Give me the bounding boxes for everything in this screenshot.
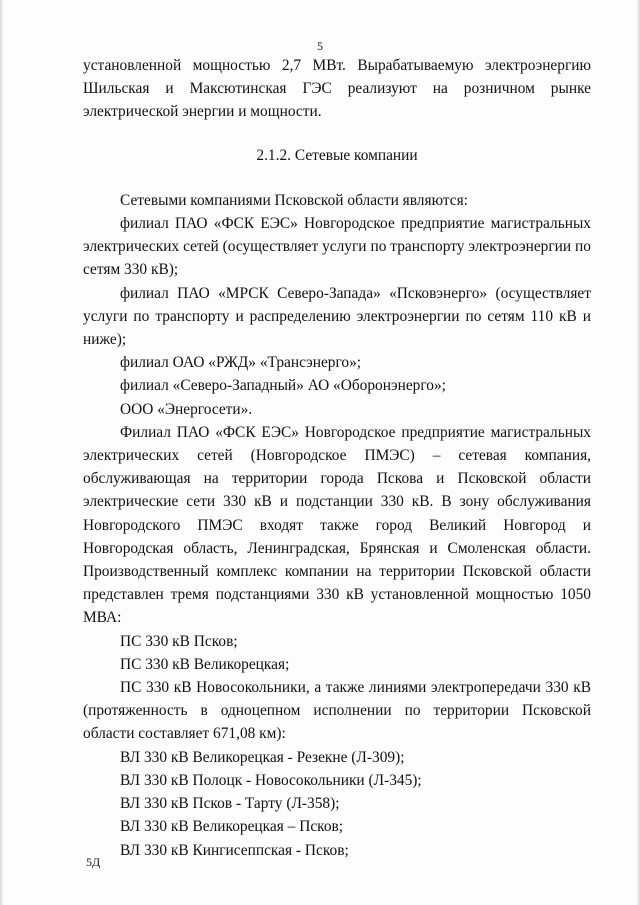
list-item: филиал ПАО «МРСК Северо-Запада» «Псковэнерго» (осуществляет услуги по транспорту и распределению электроэнергии по сетям 110 кВ и ниже); bbox=[83, 284, 591, 349]
list-item: филиал «Северо-Западный» АО «Оборонэнерго»; bbox=[120, 377, 446, 395]
list-item: ПС 330 кВ Псков; bbox=[120, 632, 238, 650]
page-number: 5 bbox=[317, 39, 323, 53]
list-item: ВЛ 330 кВ Полоцк - Новосокольники (Л-345); bbox=[120, 771, 422, 789]
list-item: ВЛ 330 кВ Псков - Тарту (Л-358); bbox=[120, 795, 340, 813]
list-item: филиал ПАО «ФСК ЕЭС» Новгородское предприятие магистральных электрических сетей (осуществляет услуги по транспорту электроэнергии по сетям 330 кВ); bbox=[83, 215, 591, 279]
scan-edge-left bbox=[0, 0, 3, 905]
paragraph-continuation: установленной мощностью 2,7 МВт. Вырабатываемую электроэнергию Шильская и Максютинская ГЭС реализуют на розничном рынке электрической энергии и мощности. bbox=[83, 57, 591, 121]
list-item: ВЛ 330 кВ Великорецкая – Псков; bbox=[120, 818, 344, 836]
paragraph-lines: ПС 330 кВ Новосокольники, а также линиями электропередачи 330 кВ (протяженность в одноцепном исполнении по территории Псковской области составляет 671,08 км): bbox=[83, 679, 591, 743]
list-item: ВЛ 330 кВ Кингисеппская - Псков; bbox=[120, 841, 349, 859]
footer-mark: 5Д bbox=[86, 855, 101, 869]
list-item: ПС 330 кВ Великорецкая; bbox=[120, 655, 290, 673]
paragraph-main: Филиал ПАО «ФСК ЕЭС» Новгородское предприятие магистральных электрических сетей (Новгородское ПМЭС) – сетевая компания, обслуживающая на территории города Пскова и Псковской области электрические сети 330 кВ и подстанции 330 кВ. В зону обслуживания Новгородского ПМЭС входят также город Великий Новгород и Новгородская область, Ленинградская, Брянская и Смоленская области. Производственный комплекс компании на территории Псковской области представлен тремя подстанциями 330 кВ установленной мощностью 1050 МВА: bbox=[83, 423, 591, 627]
paragraph-intro: Сетевыми компаниями Псковской области являются: bbox=[120, 191, 468, 209]
list-item: ООО «Энергосети». bbox=[120, 400, 253, 418]
list-item: филиал ОАО «РЖД» «Трансэнерго»; bbox=[120, 354, 362, 372]
list-item: ВЛ 330 кВ Великорецкая - Резекне (Л-309); bbox=[120, 748, 405, 766]
document-body bbox=[83, 54, 591, 862]
section-title: 2.1.2. Сетевые компании bbox=[256, 146, 418, 164]
